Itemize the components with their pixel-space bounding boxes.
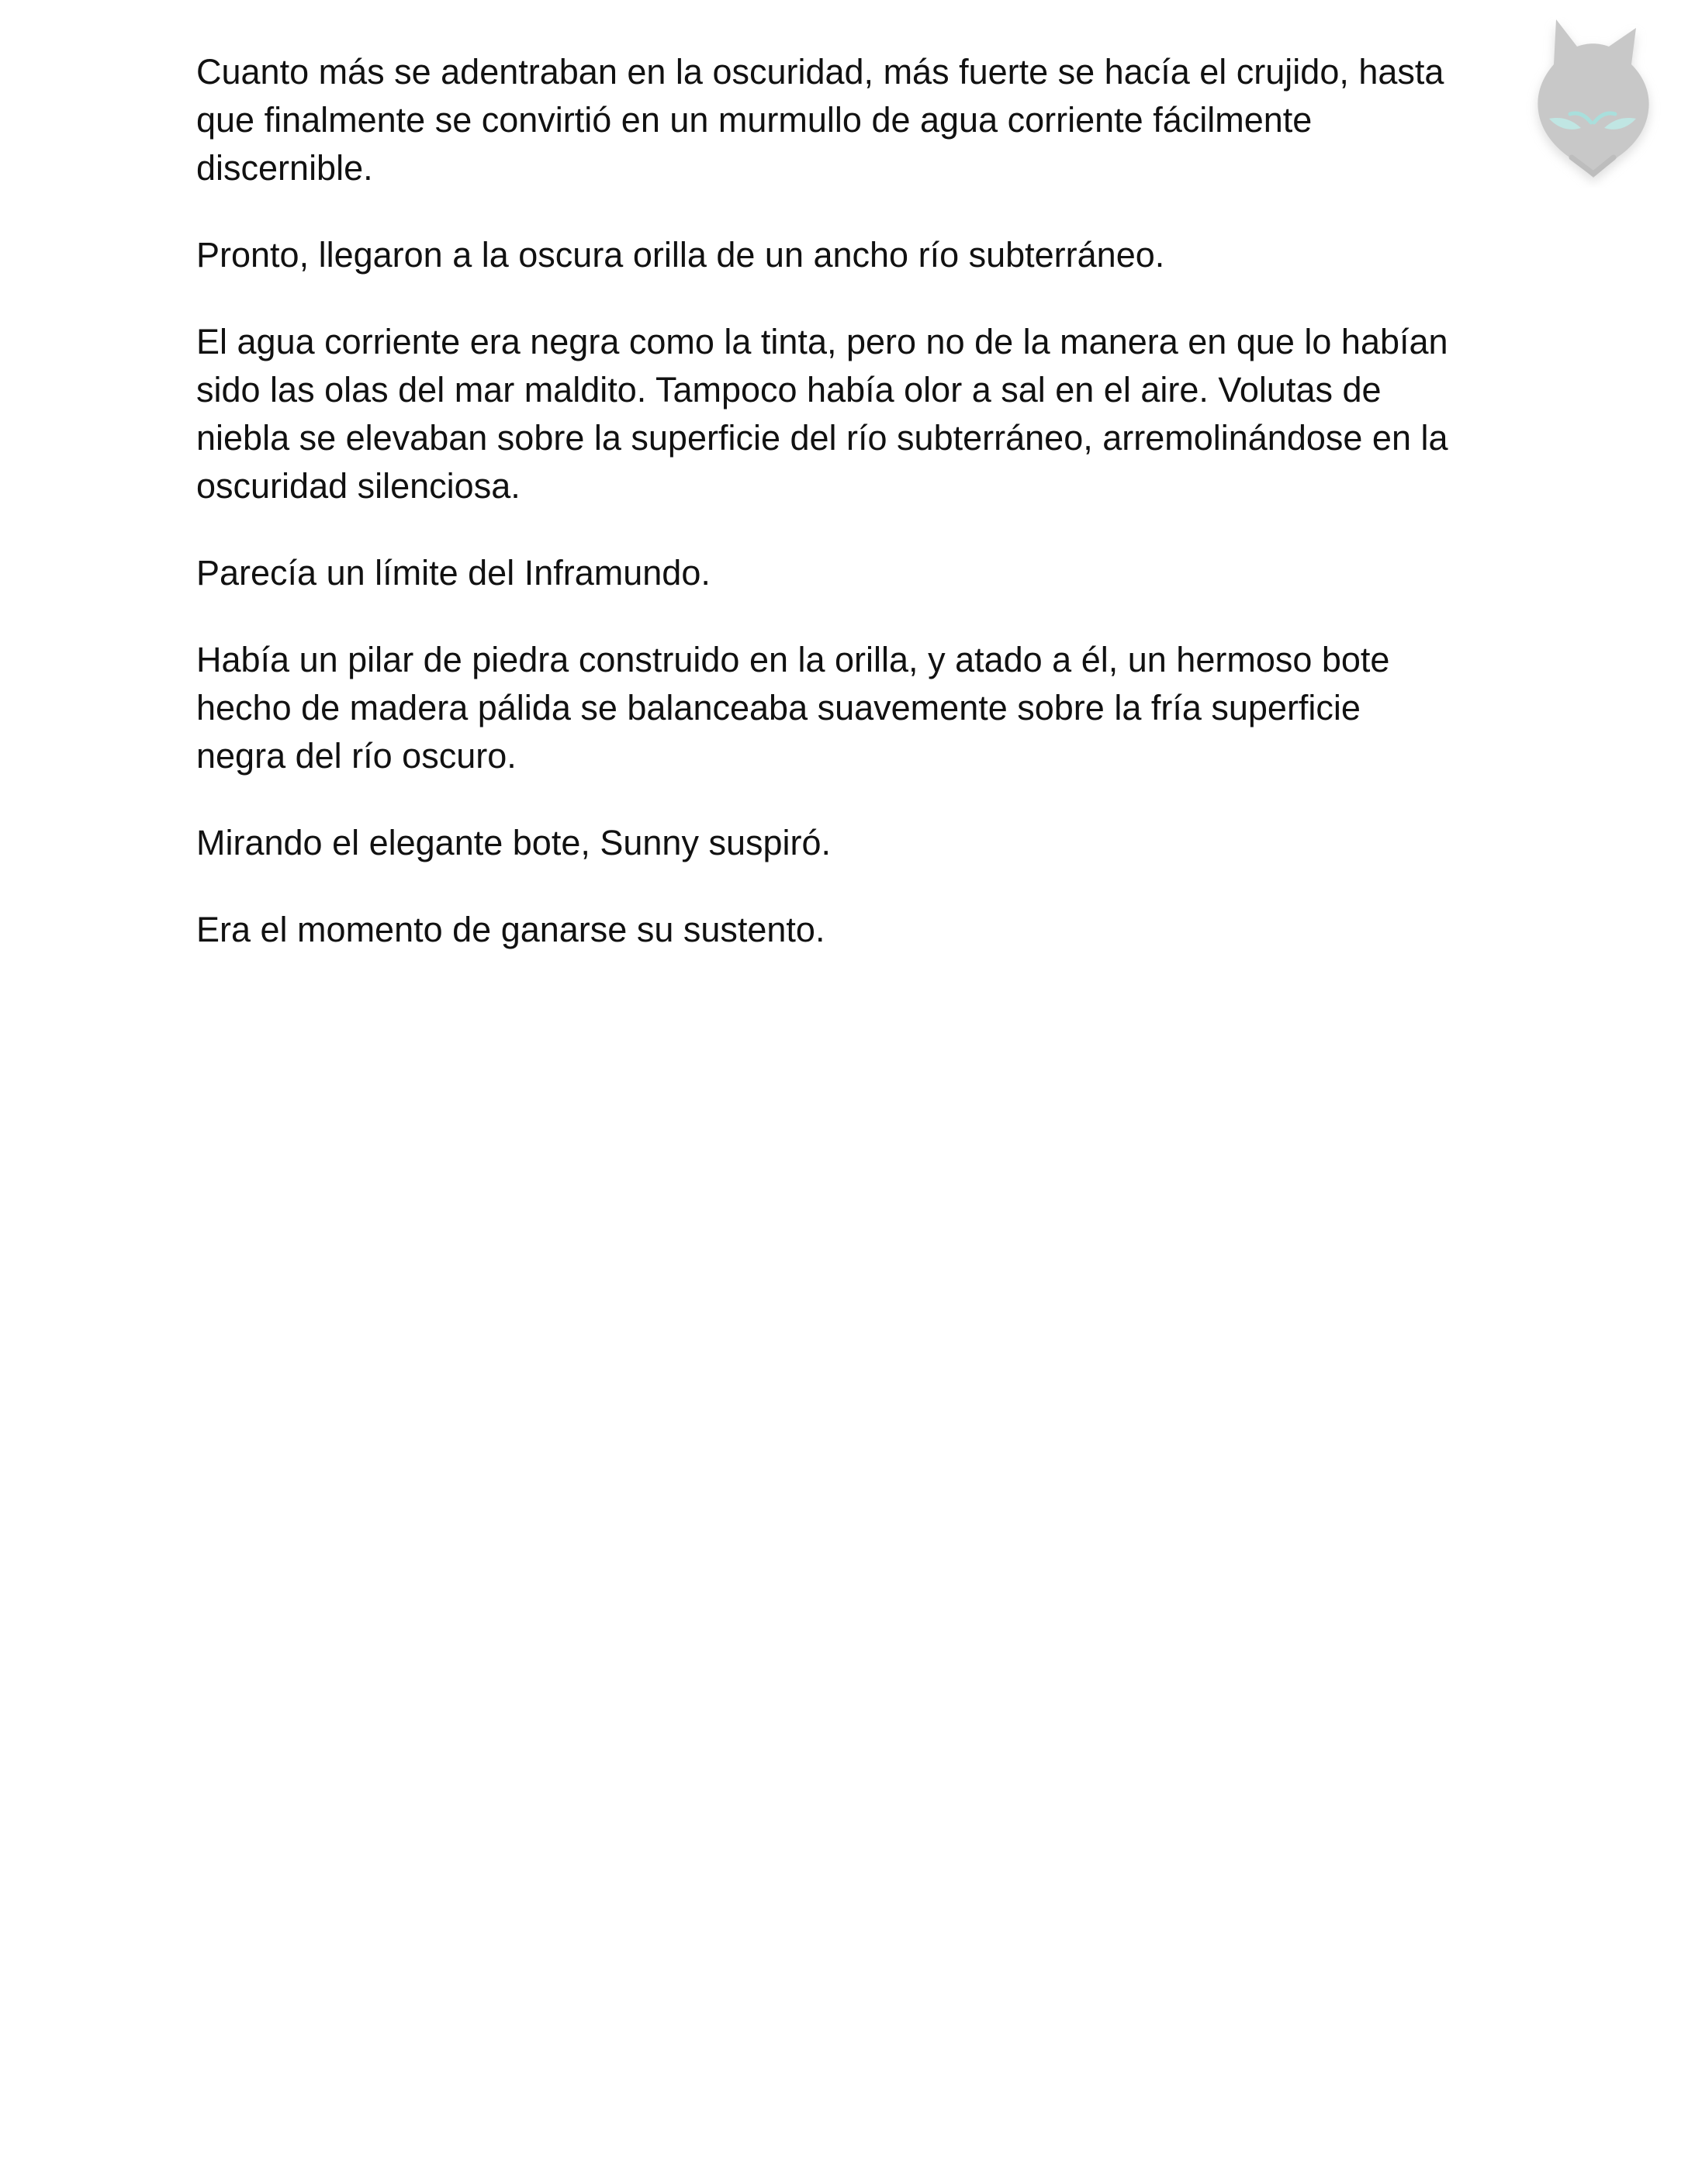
- paragraph-1: Cuanto más se adentraban en la oscuridad, más fuerte se hacía el crujido, hasta que finalmente se convirtió en un murmullo de agua corriente fácilmente discernible.: [196, 52, 1444, 188]
- paragraph-2: Pronto, llegaron a la oscura orilla de un ancho río subterráneo.: [196, 235, 1165, 275]
- story-text: [196, 48, 1453, 993]
- paragraph-7: Era el momento de ganarse su sustento.: [196, 910, 825, 949]
- paragraph-4: Parecía un límite del Inframundo.: [196, 553, 711, 593]
- paragraph-5: Había un pilar de piedra construido en la orilla, y atado a él, un hermoso bote hecho de madera pálida se balanceaba suavemente sobre la fría superficie negra del río oscuro.: [196, 640, 1390, 776]
- paragraph-6: Mirando el elegante bote, Sunny suspiró.: [196, 823, 832, 862]
- paragraph-3: El agua corriente era negra como la tinta, pero no de la manera en que lo habían sido las olas del mar maldito. Tampoco había olor a sal en el aire. Volutas de niebla se elevaban sobre la superficie del río subterráneo, arremolinándose en la oscuridad silenciosa.: [196, 322, 1448, 506]
- demon-head-icon: [1519, 17, 1666, 188]
